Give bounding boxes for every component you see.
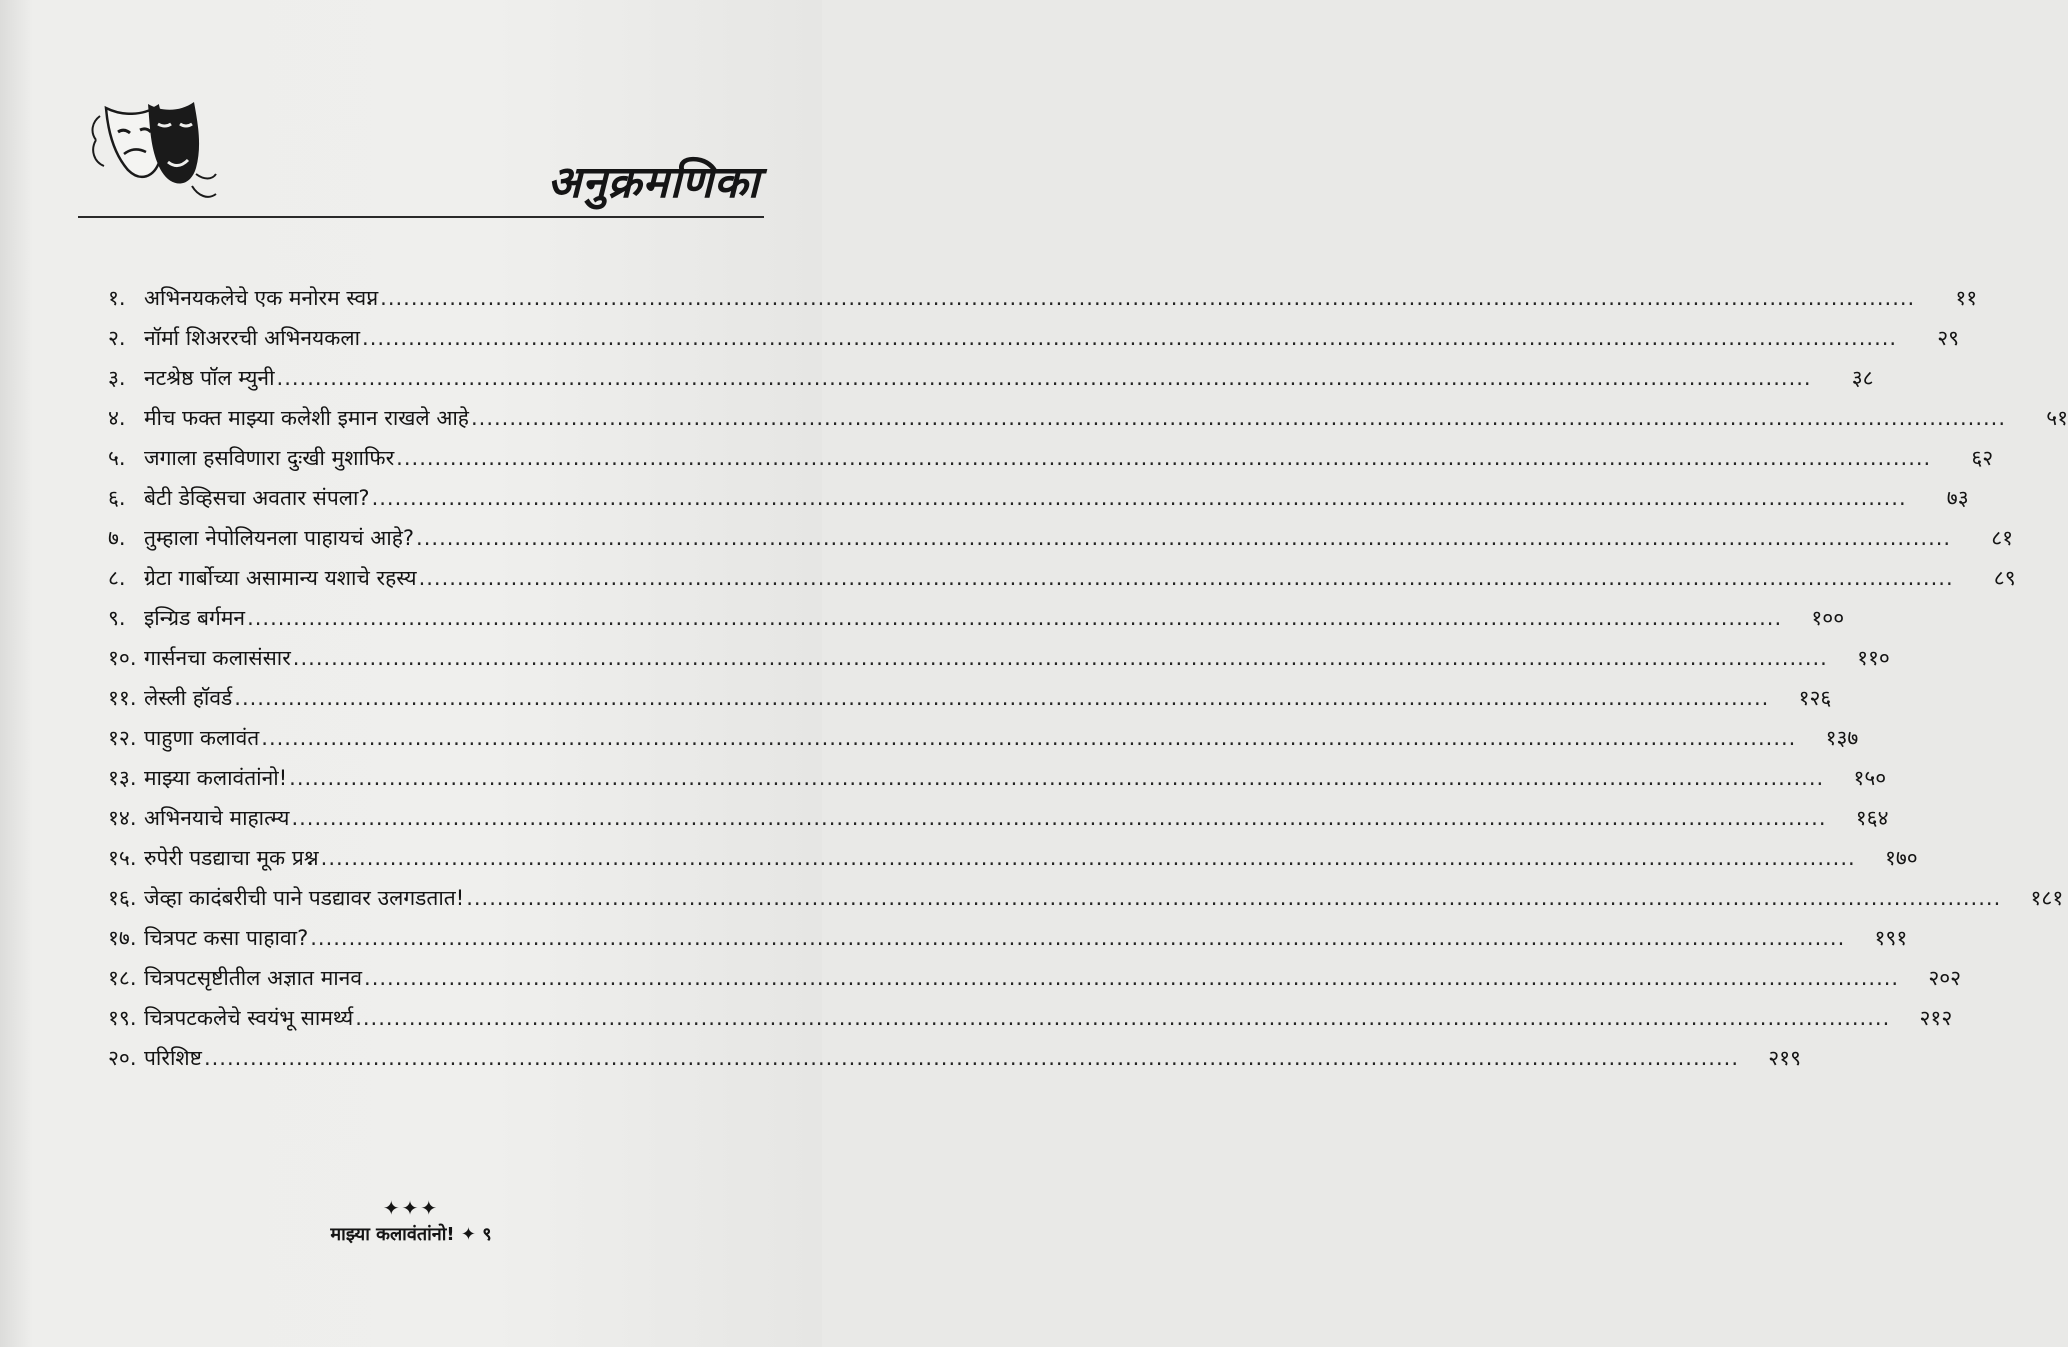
toc-entry-number: १६. (108, 886, 137, 910)
toc-entry-number: ७. (108, 526, 126, 550)
toc-entry-page: १७० (1884, 846, 1918, 870)
toc-entry-number: १७. (108, 926, 137, 950)
toc-entry-title: परिशिष्ट (144, 1046, 202, 1070)
toc-entry-number: ८. (108, 566, 126, 590)
toc-entry (108, 683, 1832, 723)
toc-entry-page: ३८ (1851, 366, 1874, 390)
toc-entry-number: १८. (108, 966, 137, 990)
toc-entry (108, 1003, 1953, 1043)
toc-dot-leader: ........................................................................................................................................................................................................ (470, 406, 2007, 430)
toc-entry-page: ६२ (1971, 446, 1994, 470)
toc-entry-title: माझ्या कलावंतांनो! (144, 766, 288, 790)
toc-entry-number: १५. (108, 846, 137, 870)
toc-entry-number: ११. (108, 686, 137, 710)
toc-entry-page: ११ (1955, 286, 1978, 310)
page-title: अनुक्रमणिका (547, 157, 760, 208)
toc-entry-title: जेव्हा कादंबरीची पाने पडद्यावर उलगडतात! (144, 886, 465, 910)
toc-entry-number: १०. (108, 646, 137, 670)
toc-entry-title: इन्ग्रिड बर्गमन (144, 606, 246, 630)
toc-entry-number: २. (108, 326, 126, 350)
toc-entry-title: चित्रपट कसा पाहावा? (144, 926, 309, 950)
toc-entry (108, 283, 1978, 323)
toc-entry-number: ६. (108, 486, 126, 510)
toc-dot-leader: ........................................................................................................................................................................................................ (261, 726, 1797, 750)
title-divider (78, 216, 764, 218)
toc-entry-title: अभिनयकलेचे एक मनोरम स्वप्न (144, 286, 379, 310)
toc-entry-number: ९. (108, 606, 126, 630)
toc-entry-number: १४. (108, 806, 137, 830)
toc-dot-leader: ........................................................................................................................................................................................................ (364, 966, 1900, 990)
toc-entry-number: १३. (108, 766, 137, 790)
toc-entry-number: १. (108, 286, 126, 310)
toc-entry-page: २१९ (1768, 1046, 1802, 1070)
toc-dot-leader: ........................................................................................................................................................................................................ (380, 286, 1916, 310)
toc-dot-leader: ........................................................................................................................................................................................................ (416, 526, 1952, 550)
toc-entry-title: लेस्ली हॉवर्ड (144, 686, 233, 710)
toc-entry-title: नटश्रेष्ठ पॉल म्युनी (144, 366, 275, 390)
page-footer: माझ्या कलावंतांनो! ✦ ९ (330, 1224, 492, 1245)
toc-entry-page: १३७ (1825, 726, 1859, 750)
toc-dot-leader: ........................................................................................................................................................................................................ (355, 1006, 1891, 1030)
toc-entry (108, 603, 1845, 643)
toc-dot-leader: ........................................................................................................................................................................................................ (371, 486, 1907, 510)
toc-entry-title: ग्रेटा गार्बोच्या असामान्य यशाचे रहस्य (144, 566, 417, 590)
toc-entry (108, 443, 1994, 483)
toc-entry-number: ५. (108, 446, 126, 470)
toc-entry-title: जगाला हसविणारा दुःखी मुशाफिर (144, 446, 395, 470)
toc-entry-title: गार्सनचा कलासंसार (144, 646, 291, 670)
toc-entry-title: पाहुणा कलावंत (144, 726, 260, 750)
table-of-contents (108, 283, 2068, 1083)
toc-entry (108, 963, 1962, 1003)
theatre-masks-icon (88, 96, 220, 204)
toc-entry (108, 923, 1908, 963)
toc-entry-title: चित्रपटसृष्टीतील अज्ञात मानव (144, 966, 363, 990)
toc-entry (108, 323, 1960, 363)
toc-entry (108, 363, 1874, 403)
toc-entry (108, 523, 2014, 563)
toc-dot-leader: ........................................................................................................................................................................................................ (362, 326, 1898, 350)
toc-dot-leader: ........................................................................................................................................................................................................ (418, 566, 1954, 590)
toc-dot-leader: ........................................................................................................................................................................................................ (310, 926, 1846, 950)
toc-dot-leader: ........................................................................................................................................................................................................ (320, 846, 1856, 870)
toc-entry-page: १२६ (1798, 686, 1832, 710)
toc-entry-title: अभिनयाचे माहात्म्य (144, 806, 290, 830)
toc-dot-leader: ........................................................................................................................................................................................................ (466, 886, 2002, 910)
toc-entry-title: तुम्हाला नेपोलियनला पाहायचं आहे? (144, 526, 415, 550)
toc-entry (108, 883, 2064, 923)
toc-entry-title: बेटी डेव्हिसचा अवतार संपला? (144, 486, 370, 510)
toc-entry-page: ८१ (1991, 526, 2014, 550)
toc-entry (108, 483, 1969, 523)
toc-entry-title: रुपेरी पडद्याचा मूक प्रश्न (144, 846, 319, 870)
toc-entry-title: मीच फक्त माझ्या कलेशी इमान राखले आहे (144, 406, 469, 430)
toc-dot-leader: ........................................................................................................................................................................................................ (247, 606, 1783, 630)
toc-entry-page: १९१ (1874, 926, 1908, 950)
toc-entry-page: २०२ (1928, 966, 1962, 990)
toc-entry-page: १८१ (2030, 886, 2064, 910)
toc-dot-leader: ........................................................................................................................................................................................................ (203, 1046, 1740, 1070)
toc-entry-number: २०. (108, 1046, 137, 1070)
toc-dot-leader: ........................................................................................................................................................................................................ (234, 686, 1770, 710)
toc-entry (108, 403, 2068, 443)
toc-dot-leader: ........................................................................................................................................................................................................ (289, 766, 1825, 790)
toc-entry-title: चित्रपटकलेचे स्वयंभू सामर्थ्य (144, 1006, 354, 1030)
toc-entry (108, 763, 1887, 803)
toc-entry-page: २९ (1937, 326, 1960, 350)
toc-entry-number: ३. (108, 366, 126, 390)
toc-entry-page: ८९ (1993, 566, 2016, 590)
ornament: ✦✦✦ (382, 1196, 440, 1220)
toc-entry (108, 803, 1889, 843)
toc-entry-page: ११० (1857, 646, 1890, 670)
toc-entry (108, 843, 1918, 883)
toc-entry (108, 563, 2016, 603)
toc-entry-number: १२. (108, 726, 137, 750)
toc-entry-page: १५० (1853, 766, 1887, 790)
toc-entry-number: १९. (108, 1006, 137, 1030)
toc-dot-leader: ........................................................................................................................................................................................................ (291, 806, 1827, 830)
toc-entry (108, 1043, 1802, 1083)
toc-entry (108, 723, 1859, 763)
toc-dot-leader: ........................................................................................................................................................................................................ (396, 446, 1932, 470)
toc-entry (108, 643, 1890, 683)
toc-entry-page: १६४ (1855, 806, 1889, 830)
toc-entry-title: नॉर्मा शिअररची अभिनयकला (144, 326, 361, 350)
toc-entry-number: ४. (108, 406, 126, 430)
toc-entry-page: २१२ (1919, 1006, 1953, 1030)
toc-entry-page: १०० (1811, 606, 1845, 630)
toc-entry-page: ५१ (2046, 406, 2068, 430)
toc-dot-leader: ........................................................................................................................................................................................................ (292, 646, 1828, 670)
toc-dot-leader: ........................................................................................................................................................................................................ (276, 366, 1812, 390)
toc-entry-page: ७३ (1946, 486, 1969, 510)
